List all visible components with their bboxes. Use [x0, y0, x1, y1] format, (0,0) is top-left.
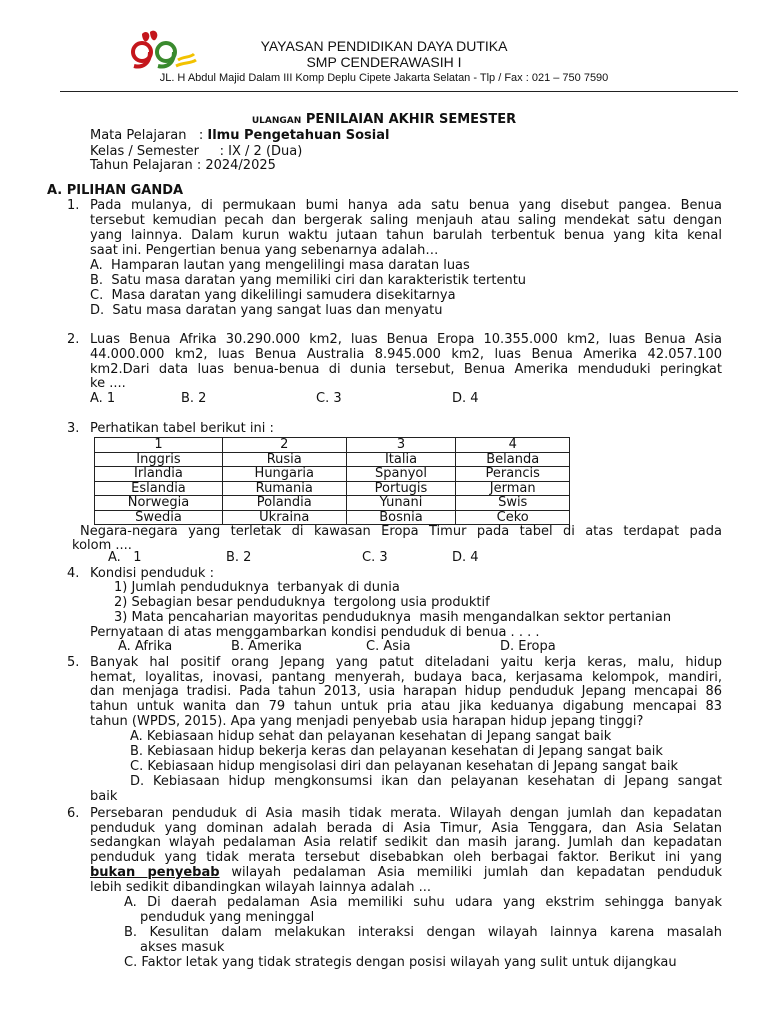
table-header-cell: 1: [95, 438, 223, 453]
q5-option-c[interactable]: C. Kebiasaan hidup mengisolasi diri dan pelayanan kesehatan di Jepang sangat baik: [130, 759, 678, 774]
q5-text-line: hemat, loyalitas, inovasi, pantang menyerah, budaya baca, kerjasama kelompok, mandiri,: [90, 670, 722, 685]
table-cell: Italia: [346, 452, 456, 467]
q6-text-line: bukan penyebab wilayah pedalaman Asia memiliki jumlah dan kepadatan penduduk: [90, 865, 723, 880]
q2-option-b[interactable]: B. 2: [181, 391, 207, 406]
q6-option-b[interactable]: B. Kesulitan dalam melakukan interaksi dengan wilayah lainnya karena masalah: [124, 925, 722, 940]
q2-option-d[interactable]: D. 4: [452, 391, 479, 406]
table-header-cell: 2: [222, 438, 346, 453]
q4-question: Pernyataan di atas menggambarkan kondisi penduduk di benua . . . .: [90, 625, 540, 640]
table-cell: Hungaria: [222, 467, 346, 482]
q6-emphasis: bukan penyebab: [90, 865, 220, 880]
q6-option-b-cont: akses masuk: [140, 940, 225, 955]
q1-text-line: tersebut kemudian pecah dan bergerak saling menjauh atau saling mendekat satu dengan: [90, 213, 722, 228]
table-cell: Polandia: [222, 496, 346, 511]
q6-option-c[interactable]: C. Faktor letak yang tidak strategis dengan posisi wilayah yang sulit untuk dijangkau: [124, 955, 677, 970]
foundation-name: YAYASAN PENDIDIKAN DAYA DUTIKA: [260, 38, 508, 54]
table-cell: Belanda: [456, 452, 570, 467]
exam-title: [0, 112, 768, 127]
q3-option-a[interactable]: A. 1: [108, 550, 142, 565]
q1-text-line: saat ini. Pengertian benua yang sebenarnya adalah…: [90, 243, 439, 258]
q6-text-line: penduduk yang tidak merata tersebut disebabkan oleh berbagai faktor. Berikut ini yang: [90, 850, 722, 865]
table-header-cell: 4: [456, 438, 570, 453]
table-header-cell: 3: [346, 438, 456, 453]
q5-text-line: tahun (WPDS, 2015). Apa yang menjadi penyebab usia harapan hidup jepang tinggi?: [90, 714, 644, 729]
q4-number: 4.: [67, 566, 80, 581]
school-name: SMP CENDERAWASIH I: [306, 54, 462, 70]
table-cell: Norwegia: [95, 496, 223, 511]
table-cell: Swis: [456, 496, 570, 511]
q6-text-line: sedangkan wlayah pedalaman Asia relatif sedikit dan masih jarang. Jumlah dan kepadatan: [90, 835, 722, 850]
q2-option-a[interactable]: A. 1: [90, 391, 116, 406]
subject-value: Ilmu Pengetahuan Sosial: [207, 128, 390, 143]
table-header-row: [95, 438, 570, 453]
table-cell: Eslandia: [95, 481, 223, 496]
table-cell: Perancis: [456, 467, 570, 482]
q4-item: 2) Sebagian besar penduduknya tergolong usia produktif: [114, 595, 490, 610]
exam-title-prefix: ULANGAN: [251, 116, 302, 126]
q4-item: 3) Mata pencaharian mayoritas penduduknya masih mengandalkan sektor pertanian: [114, 610, 672, 625]
q3-question-line: kolom ....: [72, 538, 132, 553]
table-cell: Inggris: [95, 452, 223, 467]
table-row: [95, 452, 570, 467]
table-row: [95, 510, 570, 525]
header-divider: [60, 91, 738, 92]
q6-text-line: lebih sedikit dibandingkan wilayah lainnya adalah ...: [90, 880, 432, 895]
q1-option-c[interactable]: C. Masa daratan yang dikelilingi samudera disekitarnya: [90, 288, 456, 303]
q5-text-line: Banyak hal positif orang Jepang yang patut diteladani yaitu kerja keras, malu, hidup: [90, 655, 722, 670]
school-address: JL. H Abdul Majid Dalam III Komp Deplu Cipete Jakarta Selatan - Tlp / Fax : 021 – 750 7590: [159, 72, 609, 84]
q1-option-b[interactable]: B. Satu masa daratan yang memiliki ciri dan karakteristik tertentu: [90, 273, 527, 288]
q2-text-line: 44.000.000 km2, luas Benua Australia 8.945.000 km2, luas Benua Amerika 42.057.100: [90, 347, 722, 362]
q6-text-line: Persebaran penduduk di Asia masih tidak merata. Wilayah dengan jumlah dan kepadatan: [90, 806, 722, 821]
q5-option-d[interactable]: D. Kebiasaan hidup mengkonsumsi ikan dan pelayanan kesehatan di Jepang sangat: [130, 774, 722, 789]
q5-option-d-cont: baik: [90, 789, 118, 804]
table-cell: Spanyol: [346, 467, 456, 482]
subject-line: Mata Pelajaran : Ilmu Pengetahuan Sosial: [90, 128, 390, 143]
table-row: [95, 481, 570, 496]
q1-option-a[interactable]: A. Hamparan lautan yang mengelilingi masa daratan luas: [90, 258, 470, 273]
exam-title-main: PENILAIAN AKHIR SEMESTER: [305, 112, 517, 127]
q1-text-line: Pada mulanya, di permukaan bumi hanya ada satu benua yang disebut pangea. Benua: [90, 198, 722, 213]
table-row: [95, 467, 570, 482]
q3-number: 3.: [67, 421, 80, 436]
academic-year: Tahun Pelajaran : 2024/2025: [90, 158, 276, 173]
table-cell: Swedia: [95, 510, 223, 525]
q4-intro: Kondisi penduduk :: [90, 566, 214, 581]
table-cell: Irlandia: [95, 467, 223, 482]
table-cell: Yunani: [346, 496, 456, 511]
q6-number: 6.: [67, 806, 80, 821]
table-cell: Ceko: [456, 510, 570, 525]
q2-text-line: ke ....: [90, 376, 126, 391]
table-cell: Bosnia: [346, 510, 456, 525]
table-cell: Jerman: [456, 481, 570, 496]
table-cell: Rumania: [222, 481, 346, 496]
table-row: [95, 496, 570, 511]
q3-question-line: Negara-negara yang terletak di kawasan Eropa Timur pada tabel di atas terdapat pada: [80, 524, 722, 539]
q4-option-b[interactable]: B. Amerika: [231, 639, 302, 654]
q6-option-a[interactable]: A. Di daerah pedalaman Asia memiliki suhu udara yang ekstrim sehingga banyak: [124, 895, 722, 910]
q5-text-line: tahun untuk wanita dan 79 tahun untuk pria atau jika keduanya digabung mencapai 83: [90, 699, 722, 714]
q5-option-b[interactable]: B. Kebiasaan hidup bekerja keras dan pelayanan kesehatan di Jepang sangat baik: [130, 744, 663, 759]
section-title: A. PILIHAN GANDA: [47, 183, 184, 198]
q4-item: 1) Jumlah penduduknya terbanyak di dunia: [114, 580, 400, 595]
q4-option-c[interactable]: C. Asia: [366, 639, 411, 654]
q3-intro: Perhatikan tabel berikut ini :: [90, 421, 274, 436]
q3-option-d[interactable]: D. 4: [452, 550, 479, 565]
q2-option-c[interactable]: C. 3: [316, 391, 342, 406]
q2-text-line: Luas Benua Afrika 30.290.000 km2, luas Benua Eropa 10.355.000 km2, luas Benua Asia: [90, 332, 722, 347]
q4-option-a[interactable]: A. Afrika: [118, 639, 173, 654]
q6-option-a-cont: penduduk yang meninggal: [140, 910, 315, 925]
country-table: [94, 437, 570, 525]
q1-option-d[interactable]: D. Satu masa daratan yang sangat luas dan menyatu: [90, 303, 443, 318]
table-cell: Rusia: [222, 452, 346, 467]
q3-option-b[interactable]: B. 2: [226, 550, 252, 565]
q3-option-c[interactable]: C. 3: [362, 550, 388, 565]
q5-number: 5.: [67, 655, 80, 670]
q6-text-line: penduduk yang dominan adalah berada di Asia Timur, Asia Tenggara, dan Asia Selatan: [90, 821, 722, 836]
q1-text-line: yang lainnya. Dalam kurun waktu jutaan tahun barulah terbentuk benua yang kita kenal: [90, 228, 722, 243]
q4-option-d[interactable]: D. Eropa: [500, 639, 556, 654]
q2-number: 2.: [67, 332, 80, 347]
q5-option-a[interactable]: A. Kebiasaan hidup sehat dan pelayanan kesehatan di Jepang sangat baik: [130, 729, 612, 744]
class-semester: Kelas / Semester : IX / 2 (Dua): [90, 144, 303, 159]
table-cell: Ukraina: [222, 510, 346, 525]
table-cell: Portugis: [346, 481, 456, 496]
q2-text-line: km2.Dari data luas benua-benua di dunia tersebut, Benua Amerika menduduki peringkat: [90, 362, 722, 377]
q1-number: 1.: [67, 198, 80, 213]
q5-text-line: dan menjaga tradisi. Pada tahun 2013, usia harapan hidup penduduk Jepang mencapai 86: [90, 684, 722, 699]
